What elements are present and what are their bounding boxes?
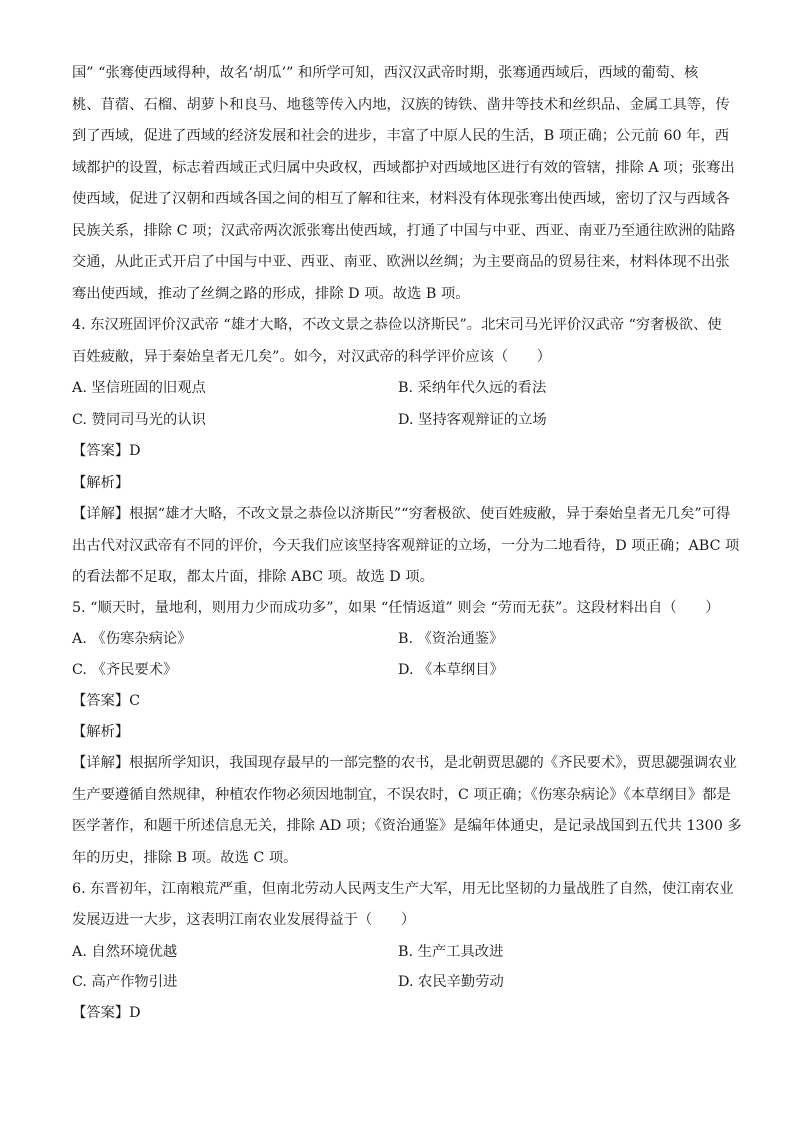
q6-option-d: D. 农民辛勤劳动 <box>398 974 504 990</box>
q5-detail: 年的历史，排除 B 项。故选 C 项。 <box>72 850 298 866</box>
text-line: 交通，从此正式开启了中国与中亚、西亚、南亚、欧洲以丝绸；为主要商品的贸易往来，材料体现不出张 <box>72 254 730 270</box>
q6-option-b: B. 生产工具改进 <box>398 944 504 960</box>
q5-detail: 医学著作，和题干所述信息无关，排除 AD 项；《资治通鉴》是编年体通史，是记录战国到五代共 1300 多 <box>72 818 742 834</box>
question-4-stem: 4. 东汉班固评价汉武帝 “雄才大略，不改文景之恭俭以济斯民”。北宋司马光评价汉武帝 “穷奢极欲、使 <box>72 317 722 333</box>
q4-answer: 【答案】D <box>72 443 141 459</box>
text-line: 骞出使西域，推动了丝绸之路的形成，排除 D 项。故选 B 项。 <box>72 286 470 302</box>
q6-option-c: C. 高产作物引进 <box>72 974 178 990</box>
question-5-stem: 5. “顺天时，量地利，则用力少而成功多”，如果 “任情返道” 则会 “劳而无获”。这段材料出自（ ） <box>72 600 720 616</box>
text-line: 国” “张骞使西域得种，故名‘胡瓜’” 和所学可知，西汉汉武帝时期，张骞通西域后，西域的葡萄、核 <box>72 65 699 81</box>
q5-option-c: C. 《齐民要术》 <box>72 662 178 678</box>
text-line: 民族关系，排除 C 项；汉武帝两次派张骞出使西域，打通了中国与中亚、西亚、南亚乃至通往欧洲的陆路 <box>72 223 736 239</box>
question-6-stem: 发展迈进一大步，这表明江南农业发展得益于（ ） <box>72 912 416 928</box>
q5-analysis-heading: 【解析】 <box>72 724 130 740</box>
q5-answer: 【答案】C <box>72 693 141 709</box>
q4-detail: 【详解】根据“雄才大略，不改文景之恭俭以济斯民”“穷奢极欲、使百姓疲敝，异于秦始皇者无几矣”可得 <box>72 506 731 522</box>
q5-option-b: B. 《资治通鉴》 <box>398 631 504 647</box>
text-line: 桃、苜蓿、石榴、胡萝卜和良马、地毯等传入内地，汉族的铸铁、凿井等技术和丝织品、金属工具等，传 <box>72 97 730 113</box>
q4-analysis-heading: 【解析】 <box>72 475 130 491</box>
question-6-stem: 6. 东晋初年，江南粮荒严重，但南北劳动人民两支生产大军，用无比坚韧的力量战胜了自然，使江南农业 <box>72 881 734 897</box>
q4-option-b: B. 采纳年代久远的看法 <box>398 380 547 396</box>
q5-option-a: A. 《伤寒杂病论》 <box>72 631 192 647</box>
q4-detail: 的看法都不足取，都太片面，排除 ABC 项。故选 D 项。 <box>72 569 434 585</box>
q4-option-d: D. 坚持客观辩证的立场 <box>398 412 547 428</box>
question-4-stem: 百姓疲敝，异于秦始皇者无几矣”。如今，对汉武帝的科学评价应该（ ） <box>72 349 552 365</box>
text-line: 到了西域，促进了西域的经济发展和社会的进步，丰富了中原人民的生活，B 项正确；公元前 60 年，西 <box>72 128 730 144</box>
q5-detail: 【详解】根据所学知识，我国现存最早的一部完整的农书，是北朝贾思勰的《齐民要术》，贾思勰强调农业 <box>72 755 737 771</box>
q4-option-a: A. 坚信班固的旧观点 <box>72 380 206 396</box>
text-line: 域都护的设置，标志着西域正式归属中央政权，西域都护对西域地区进行有效的管辖，排除 A 项；张骞出 <box>72 160 735 176</box>
text-line: 使西域，促进了汉朝和西域各国之间的相互了解和往来，材料没有体现张骞出使西域，密切了汉与西域各 <box>72 191 730 207</box>
q5-option-d: D. 《本草纲目》 <box>398 662 504 678</box>
q6-option-a: A. 自然环境优越 <box>72 944 178 960</box>
q4-detail: 出古代对汉武帝有不同的评价，今天我们应该坚持客观辩证的立场，一分为二地看待，D 项正确；ABC 项 <box>72 538 740 554</box>
q4-option-c: C. 赞同司马光的认识 <box>72 412 206 428</box>
q5-detail: 生产要遵循自然规律，种植农作物必须因地制宜，不误农时，C 项正确；《伤寒杂病论》《本草纲目》都是 <box>72 787 731 803</box>
q6-answer: 【答案】D <box>72 1005 141 1021</box>
